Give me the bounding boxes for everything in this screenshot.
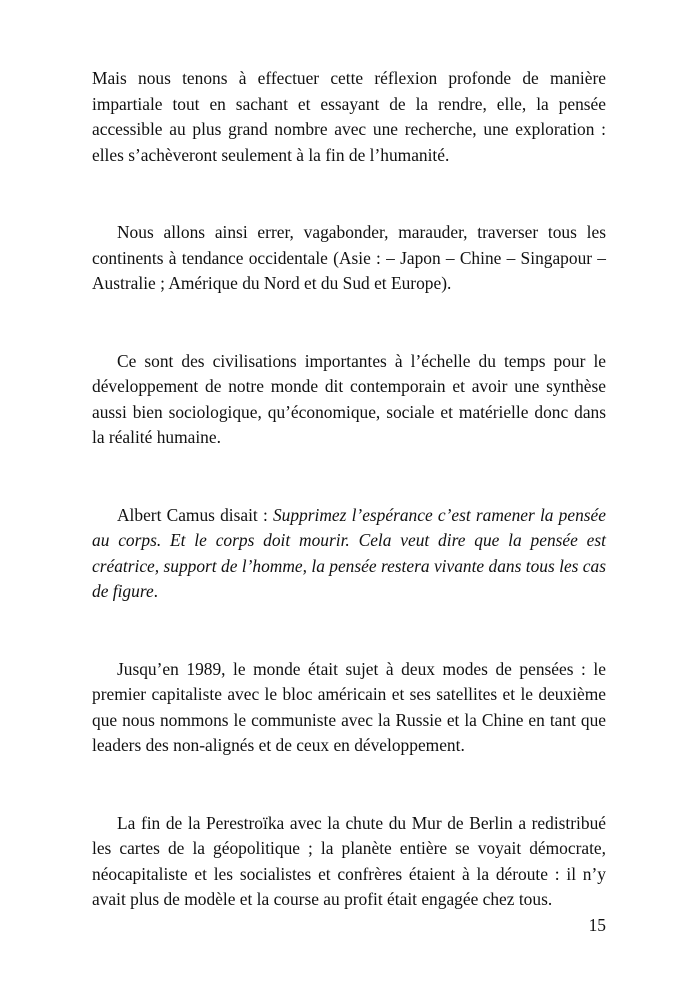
paragraph-perestroika: La fin de la Perestroïka avec la chute du Mur de Berlin a redistribué les cartes de la géopolitique ; la planète entière se voyait démocrate, néocapitaliste et les socialistes et confrères étaient à la déroute : il n’y avait plus de modèle et la course au profit était engagée chez tous. [92, 812, 606, 909]
paragraph-travel: Nous allons ainsi errer, vagabonder, marauder, traverser tous les continents à tendance occidentale (Asie : – Japon – Chine – Singapour – Australie ; Amérique du Nord et du Sud et Europe). [92, 222, 606, 293]
paragraph-gap [92, 168, 606, 220]
paragraph-gap [92, 297, 606, 349]
quote-ending: . [153, 581, 159, 601]
page-number: 15 [588, 915, 606, 935]
paragraph-gap [92, 451, 606, 503]
paragraph-1989: Jusqu’en 1989, le monde était sujet à deux modes de pensées : le premier capitaliste avec le bloc américain et ses satellites et le deuxième que nous nommons le communiste avec la Russie et la Chine en tant que leaders des non-alignés et de ceux en développement. [92, 658, 606, 755]
quoted-text: Supprimez l’espérance c’est ramener la pensée au corps. Et le corps doit mourir. Cela veut dire que la pensée est créatrice, support de l’homme, la pensée restera vivante dans tous les cas de figure [92, 504, 606, 601]
paragraph-civilisations: Ce sont des civilisations importantes à l’échelle du temps pour le développement de notre monde dit contemporain et avoir une synthèse aussi bien sociologique, qu’économique, sociale et matérielle donc dans la réalité humaine. [92, 350, 606, 447]
quote-lead: Albert Camus disait : [117, 504, 273, 525]
paragraph-gap [92, 605, 606, 657]
paragraph-intro: Mais nous tenons à effectuer cette réflexion profonde de manière impartiale tout en sachant et essayant de la rendre, elle, la pensée accessible au plus grand nombre avec une recherche, une exploration : elles s’achèveront seulement à la fin de l’humanité. [92, 68, 606, 165]
paragraph-gap [92, 759, 606, 811]
book-page [92, 66, 606, 913]
paragraph-camus-quote [92, 503, 606, 605]
